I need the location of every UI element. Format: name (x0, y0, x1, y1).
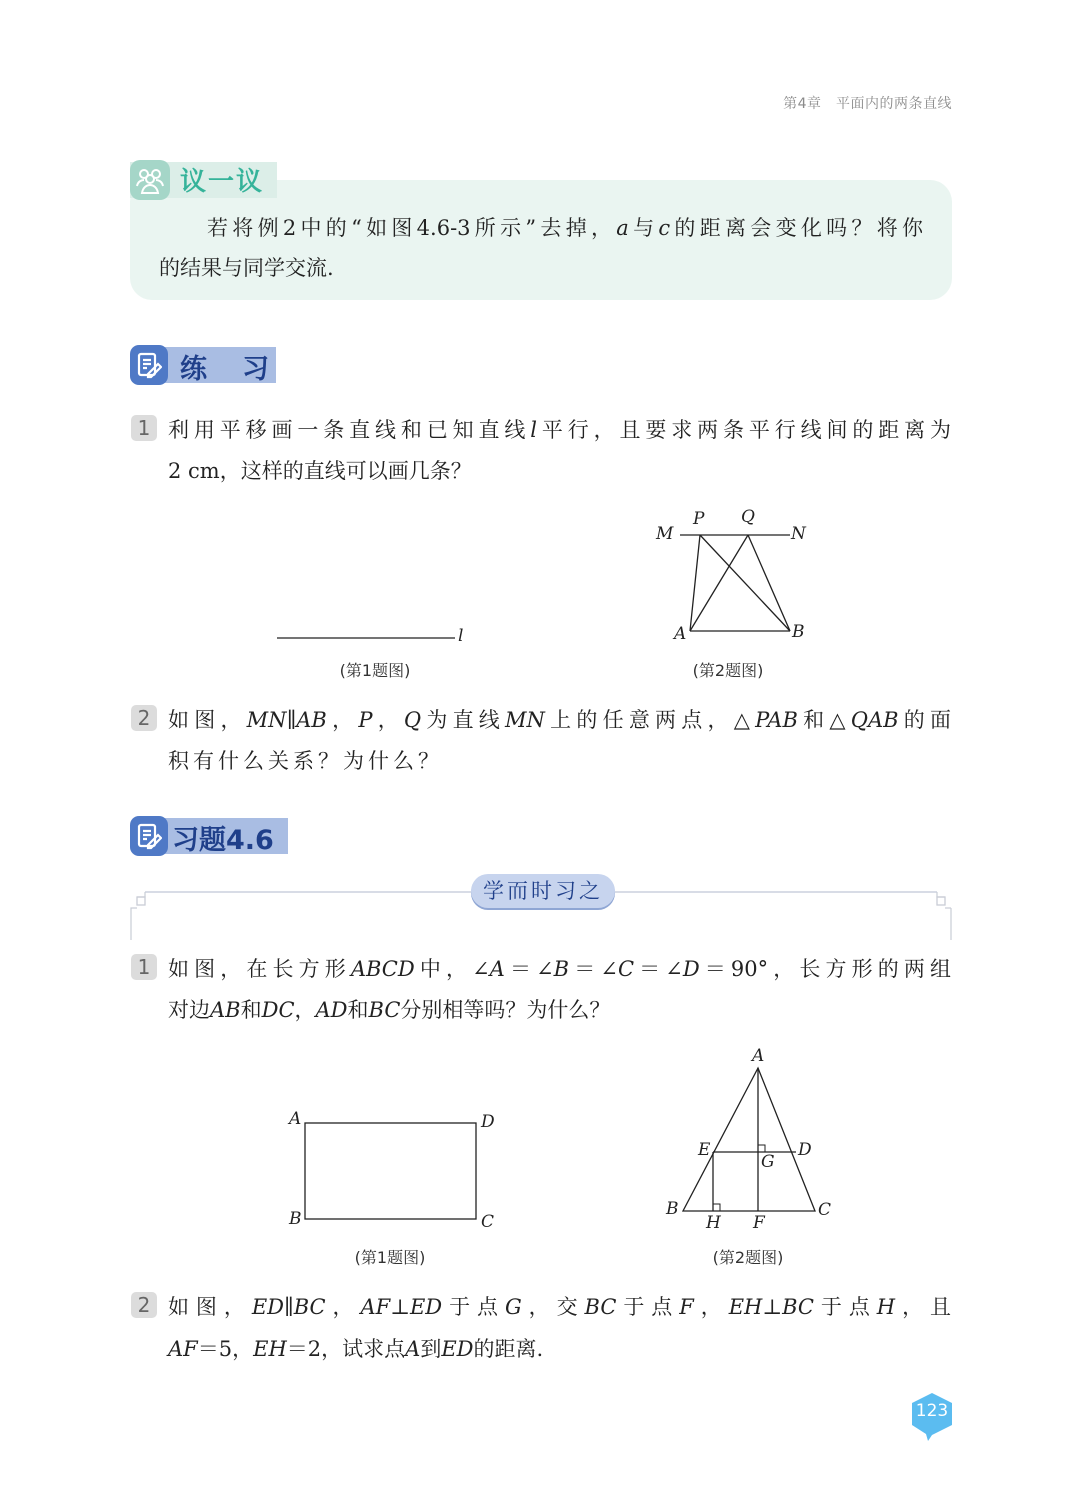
practice-q2-number: 2 (131, 705, 157, 731)
page-number-badge (908, 1391, 956, 1447)
rect-label-a: A (289, 1109, 302, 1129)
exercise-q1-line2: 对边AB和DC，AD和BC分别相等吗？为什么？ (168, 998, 611, 1022)
practice-q2-line1: 如图，MN∥AB，P，Q为直线MN上的任意两点，△PAB和△QAB的面 (168, 708, 952, 732)
page-number: 123 (915, 1401, 949, 1421)
practice-q1-line2: 2 cm，这样的直线可以画几条？ (168, 459, 472, 483)
fig2-label-m: M (656, 524, 674, 544)
exercise-q2-line1: 如图，ED∥BC，AF⊥ED于点G，交BC于点F，EH⊥BC于点H，且 (168, 1295, 951, 1319)
practice-fig1-caption: (第1题图) (339, 661, 411, 680)
tri-label-b: B (666, 1199, 679, 1219)
tri-label-e: E (698, 1140, 711, 1160)
discuss-text-line2: 的结果与同学交流. (159, 256, 334, 280)
rect-label-c: C (481, 1212, 495, 1232)
exercise-q2-line2: AF＝5，EH＝2，试求点A到ED的距离. (168, 1337, 544, 1361)
chapter-header: 第4章 平面内的两条直线 (783, 96, 952, 112)
fig2-label-n: N (791, 524, 806, 544)
practice-q1-number: 1 (131, 415, 157, 441)
fig2-label-b: B (792, 622, 805, 642)
tri-label-g: G (761, 1152, 775, 1172)
rect-label-b: B (289, 1209, 302, 1229)
exercise-q2-number: 2 (131, 1292, 157, 1318)
tri-label-a: A (752, 1046, 765, 1066)
rectangle-abcd (305, 1123, 476, 1219)
segment-qb (748, 535, 790, 631)
fig2-label-q: Q (741, 507, 755, 527)
tri-label-f: F (753, 1213, 765, 1233)
discuss-title: 议一议 (180, 167, 265, 197)
practice-q2-line2: 积有什么关系？为什么？ (168, 749, 443, 773)
banner-pill: 学而时习之 (471, 874, 615, 908)
practice-q1-line1: 利用平移画一条直线和已知直线l平行，且要求两条平行线间的距离为 (168, 418, 951, 442)
note-pencil-icon (130, 816, 168, 856)
segment-pb (700, 535, 790, 631)
exercise-q1-line1: 如图，在长方形ABCD中，∠A＝∠B＝∠C＝∠D＝90°，长方形的两组 (168, 957, 951, 981)
practice-title: 练 习 (180, 354, 273, 385)
exercise-q1-number: 1 (131, 954, 157, 980)
fig2-label-a: A (674, 624, 687, 644)
fig2-label-p: P (693, 509, 705, 529)
tri-label-d: D (798, 1140, 812, 1160)
fig1-label-l: l (458, 626, 464, 646)
exercise-title: 习题4.6 (172, 825, 274, 856)
exercise-fig1-caption: (第1题图) (354, 1248, 426, 1267)
tri-label-c: C (818, 1200, 832, 1220)
exercise-fig2-caption: (第2题图) (712, 1248, 784, 1267)
rect-label-d: D (481, 1112, 495, 1132)
discuss-text-line1: 若将例2中的“如图4.6-3所示”去掉，a与c的距离会变化吗？将你 (207, 216, 924, 240)
practice-fig2-caption: (第2题图) (692, 661, 764, 680)
tri-label-h: H (706, 1213, 721, 1233)
